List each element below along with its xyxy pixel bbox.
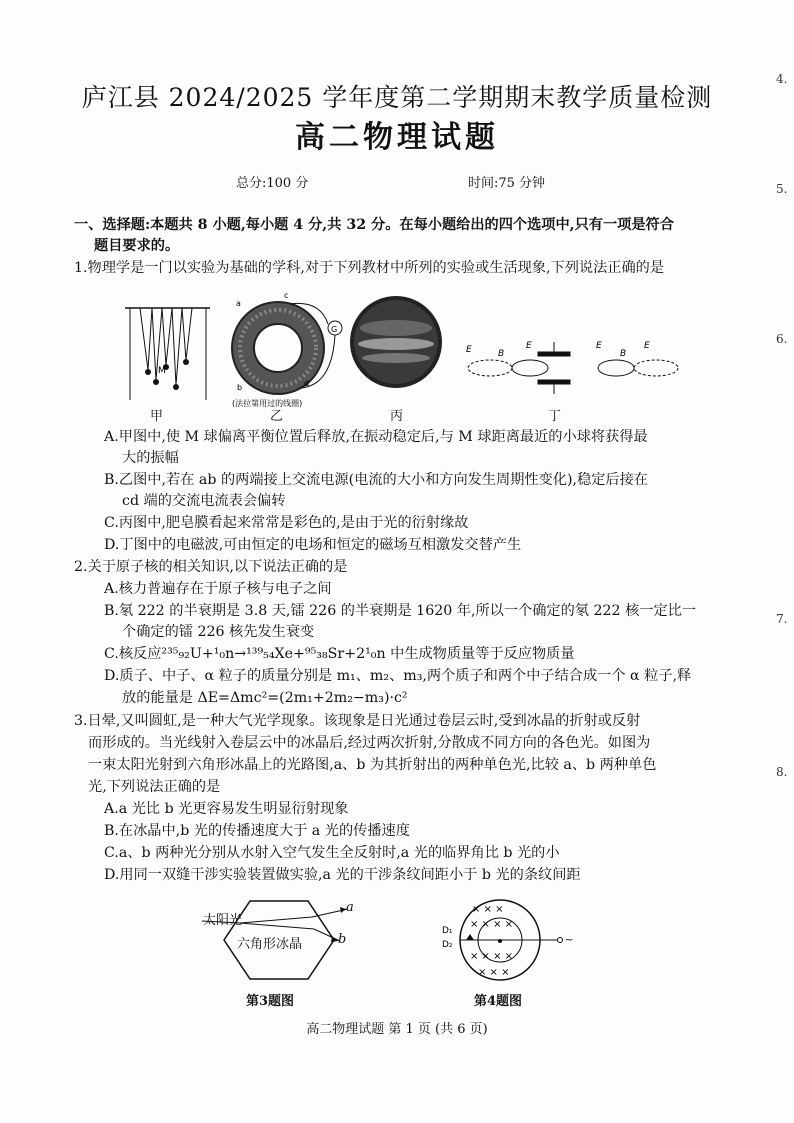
q1-option-a: A.甲图中,使 M 球偏离平衡位置后释放,在振动稳定后,与 M 球距离最近的小球将获得最 <box>104 429 648 445</box>
q1-option-a-cont: 大的振幅 <box>122 450 179 466</box>
svg-text:E: E <box>466 345 472 355</box>
m-label: M <box>158 366 166 376</box>
fig3-caption: 第3题图 <box>246 994 295 1009</box>
svg-text:a: a <box>236 299 241 308</box>
ac-label: ~ <box>565 935 574 946</box>
svg-text:× × ×: × × × <box>478 967 510 978</box>
q3-stem-2: 而形成的。当光线射入卷层云中的冰晶后,经过两次折射,分散成不同方向的各色光。如图为 <box>88 735 651 751</box>
margin-number: 8. <box>776 765 788 779</box>
q2-option-b: B.氡 222 的半衰期是 3.8 天,镭 226 的半衰期是 1620 年,所以一个确定的氡 222 核一定比一 <box>104 603 697 619</box>
q3-stem-3: 一束太阳光射到六角形冰晶上的光路图,a、b 为其折射出的两种单色光,比较 a、b 两种单色 <box>88 757 657 773</box>
svg-text:× × ×: × × × <box>472 904 504 915</box>
svg-text:B: B <box>498 349 505 359</box>
fig-label-ding: 丁 <box>548 409 562 424</box>
margin-number: 5. <box>776 182 788 196</box>
fig-label-bing: 丙 <box>390 409 404 424</box>
q1-stem: 1.物理学是一门以实验为基础的学科,对于下列教材中所列的实验或生活现象,下列说法正确的是 <box>74 260 665 276</box>
q3-stem-1: 3.日晕,又叫圆虹,是一种大气光学现象。该现象是日光通过卷层云时,受到冰晶的折射或反射 <box>74 713 641 729</box>
exam-subtitle: 高二物理试题 <box>295 120 499 155</box>
svg-text:d: d <box>304 379 310 388</box>
q2-option-d-cont: 放的能量是 ΔE=Δmc²=(2m₁+2m₂−m₃)·c² <box>122 690 408 706</box>
total-score: 总分:100 分 <box>236 176 309 191</box>
q2-option-d: D.质子、中子、α 粒子的质量分别是 m₁、m₂、m₃,两个质子和两个中子结合成一个 α 粒子,释 <box>104 668 692 684</box>
margin-number: 7. <box>776 612 788 626</box>
q1-option-d: D.丁图中的电磁波,可由恒定的电场和恒定的磁场互相激发交替产生 <box>104 537 522 553</box>
svg-text:× × × ×: × × × × <box>470 919 514 930</box>
q2-option-b-cont: 个确定的镭 226 核先发生衰变 <box>122 624 315 640</box>
q2-stem: 2.关于原子核的相关知识,以下说法正确的是 <box>74 559 348 575</box>
galvanometer-label: G <box>331 325 338 334</box>
q1-option-b: B.乙图中,若在 ab 的两端接上交流电源(电流的大小和方向发生周期性变化),稳定后接在 <box>104 472 648 488</box>
crystal-label: 六角形冰晶 <box>237 937 303 952</box>
q1-figure <box>120 290 680 422</box>
margin-number: 6. <box>776 332 788 346</box>
q3-option-b: B.在冰晶中,b 光的传播速度大于 a 光的传播速度 <box>104 823 410 839</box>
q2-option-a: A.核力普遍存在于原子核与电子之间 <box>104 581 332 597</box>
q3-stem-4: 光,下列说法正确的是 <box>88 779 221 795</box>
exam-time: 时间:75 分钟 <box>468 176 546 191</box>
section-heading: 一、选择题:本题共 8 小题,每小题 4 分,共 32 分。在每小题给出的四个选项中,只有一项是符合 <box>74 217 674 233</box>
fig4-caption: 第4题图 <box>474 994 523 1009</box>
svg-text:c: c <box>284 291 289 300</box>
coil-panel <box>232 291 342 408</box>
q4-figure <box>440 895 580 990</box>
ray-a-label: a <box>346 900 354 915</box>
soap-film-panel <box>350 296 442 388</box>
d1-label: D₁ <box>442 926 453 936</box>
svg-text:B: B <box>620 349 627 359</box>
margin-number: 4. <box>776 72 788 86</box>
fig-label-jia: 甲 <box>150 409 164 424</box>
section-heading-cont: 题目要求的。 <box>94 238 180 254</box>
fig-label-yi: 乙 <box>270 409 284 424</box>
exam-title: 庐江县 2024/2025 学年度第二学期期末教学质量检测 <box>81 83 713 112</box>
ray-b-label: b <box>338 932 347 947</box>
q3-option-d: D.用同一双缝干涉实验装置做实验,a 光的干涉条纹间距小于 b 光的条纹间距 <box>104 867 581 883</box>
q3-option-c: C.a、b 两种光分别从水射入空气发生全反射时,a 光的临界角比 b 光的小 <box>104 845 560 861</box>
pendulum-panel <box>125 308 210 400</box>
d2-label: D₂ <box>442 940 453 950</box>
q1-option-b-cont: cd 端的交流电流表会偏转 <box>122 493 286 509</box>
q2-option-c: C.核反应²³⁵₉₂U+¹₀n→¹³⁹₅₄Xe+⁹⁵₃₈Sr+2¹₀n 中生成物质量等于反应物质量 <box>104 646 575 662</box>
coil-caption: (法拉第用过的线圈) <box>232 399 303 408</box>
svg-text:× × × ×: × × × × <box>470 951 514 962</box>
svg-text:E: E <box>526 341 532 351</box>
q1-option-c: C.丙图中,肥皂膜看起来常常是彩色的,是由于光的衍射缘故 <box>104 515 469 531</box>
svg-text:E: E <box>596 341 602 351</box>
q3-option-a: A.a 光比 b 光更容易发生明显衍射现象 <box>104 801 349 817</box>
sun-label: 太阳光 <box>203 913 243 928</box>
svg-text:E: E <box>644 341 650 351</box>
svg-text:b: b <box>237 383 243 392</box>
page-footer: 高二物理试题 第 1 页 (共 6 页) <box>306 1022 488 1037</box>
